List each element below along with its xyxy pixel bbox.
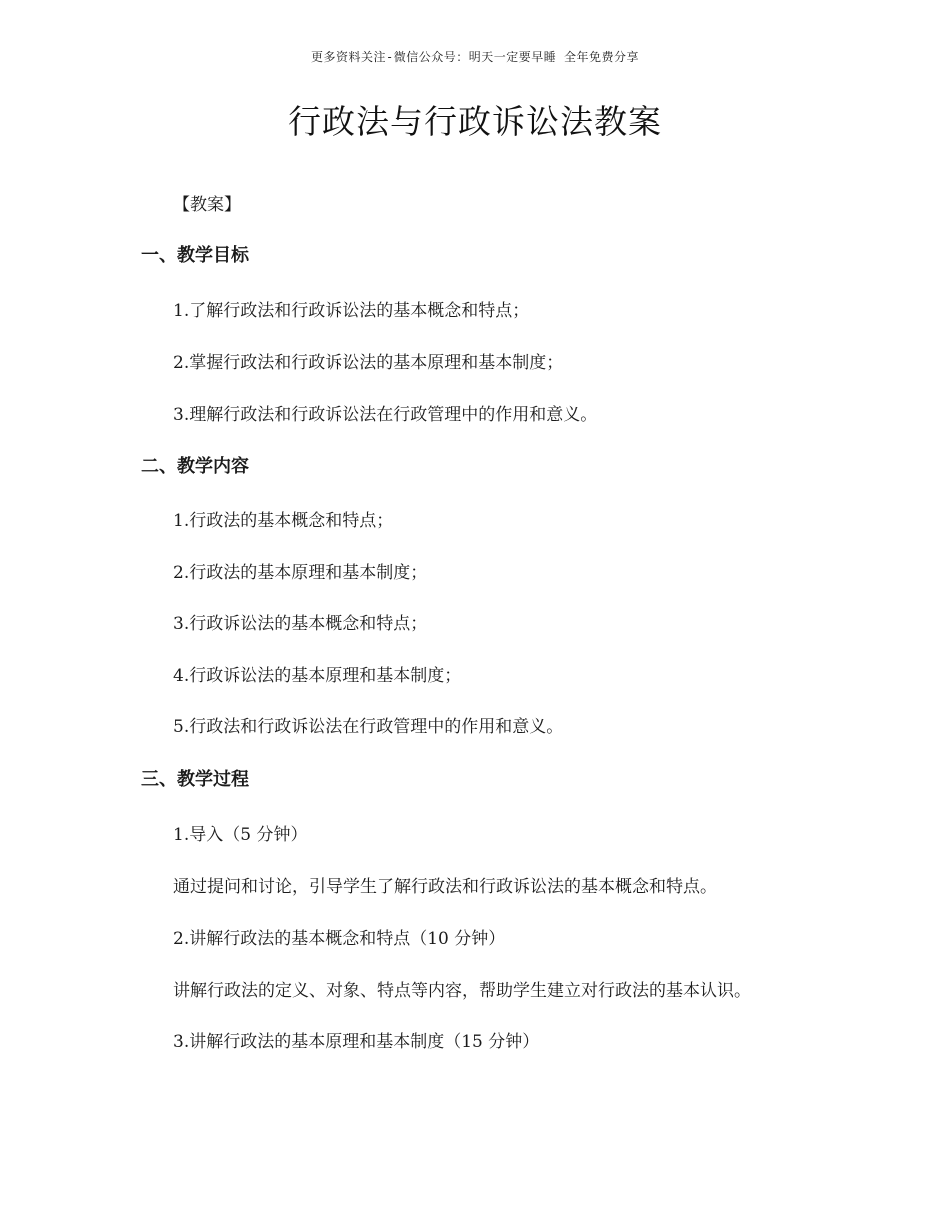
content-item: 2.行政法的基本原理和基本制度； [173,563,428,583]
lesson-plan-label: 【教案】 [173,195,241,215]
content-item: 4.行政诉讼法的基本原理和基本制度； [173,666,462,686]
section-heading-content: 二、教学内容 [141,456,249,477]
section-heading-process: 三、教学过程 [141,769,249,790]
process-description: 通过提问和讨论，引导学生了解行政法和行政诉讼法的基本概念和特点。 [173,877,717,897]
objective-item: 2.掌握行政法和行政诉讼法的基本原理和基本制度； [173,353,564,373]
process-step: 2.讲解行政法的基本概念和特点（10 分钟） [173,929,506,949]
process-step: 3.讲解行政法的基本原理和基本制度（15 分钟） [173,1032,540,1052]
objective-item: 1.了解行政法和行政诉讼法的基本概念和特点； [173,301,530,321]
content-item: 1.行政法的基本概念和特点； [173,511,394,531]
section-heading-objectives: 一、教学目标 [141,245,249,266]
header-note: 更多资料关注-微信公众号：明天一定要早睡 全年免费分享 [311,50,639,64]
document-title: 行政法与行政诉讼法教案 [288,102,662,141]
content-item: 3.行政诉讼法的基本概念和特点； [173,614,428,634]
process-step: 1.导入（5 分钟） [173,825,308,845]
content-item: 5.行政法和行政诉讼法在行政管理中的作用和意义。 [173,717,564,737]
objective-item: 3.理解行政法和行政诉讼法在行政管理中的作用和意义。 [173,405,598,425]
process-description: 讲解行政法的定义、对象、特点等内容，帮助学生建立对行政法的基本认识。 [173,981,751,1001]
